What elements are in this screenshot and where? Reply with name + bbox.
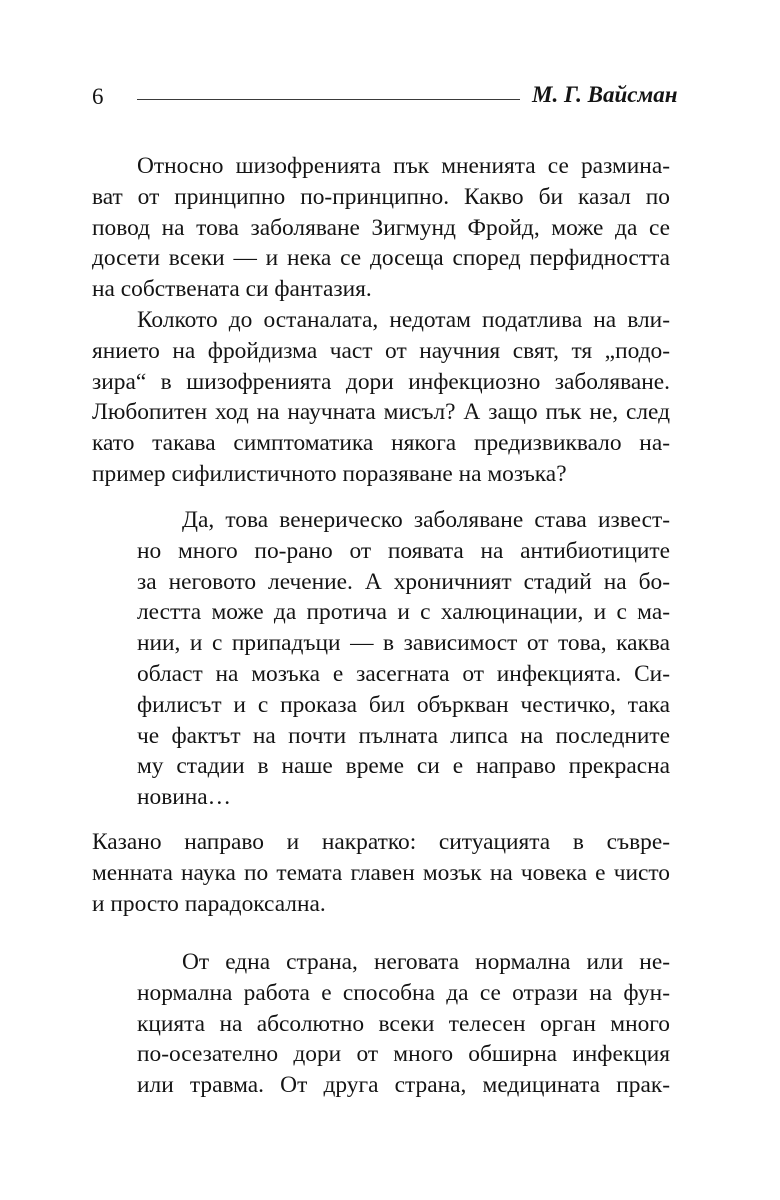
paragraph-block-1 (92, 151, 670, 490)
text-line: че фактът на почти пълната липса на последните (137, 722, 670, 749)
text-line: като такава симптоматика някога предизвиквало на- (92, 430, 670, 457)
text-line: досети всеки — и нека се досеща според перфидността (92, 245, 670, 272)
text-line: зира“ в шизофренията дори инфекциозно заболяване. (92, 368, 670, 395)
paragraph-block-2 (92, 827, 670, 919)
text-line: Колкото до останалата, недотам податлива на вли- (137, 306, 670, 333)
text-line: или травма. От друга страна, медицината прак- (137, 1072, 670, 1099)
text-line: но много по-рано от появата на антибиотиците (137, 537, 670, 564)
indented-block-1 (137, 505, 670, 813)
text-line: новина… (137, 784, 232, 811)
indented-block-2 (137, 947, 670, 1101)
text-line: нии, и с припадъци — в зависимост от това, каква (137, 630, 670, 657)
text-line: за неговото лечение. А хроничният стадий на бо- (137, 568, 670, 595)
text-line: и просто парадоксална. (92, 890, 326, 917)
text-line: кцията на абсолютно всеки телесен орган много (137, 1010, 670, 1037)
text-line: по-осезателно дори от много обширна инфекция (137, 1041, 670, 1068)
text-line: повод на това заболяване Зигмунд Фройд, може да се (92, 214, 670, 241)
text-line: Относно шизофренията пък мненията се размина- (137, 153, 670, 179)
running-head-author: М. Г. Вайсман (532, 82, 678, 107)
text-line: От една страна, неговата нормална или не- (182, 949, 670, 975)
text-line: нормална работа е способна да се отрази на фун- (137, 979, 670, 1006)
text-line: на собствената си фантазия. (92, 276, 372, 303)
text-line: филисът и с проказа бил объркван честичко, така (137, 691, 670, 718)
text-line: Любопитен ход на научната мисъл? А защо пък не, след (92, 399, 670, 426)
text-line: янието на фройдизма част от научния свят, тя „подо- (92, 337, 670, 364)
text-line: лестта може да протича и с халюцинации, и с ма- (137, 599, 670, 626)
header-rule (137, 99, 520, 100)
text-line: област на мозъка е засегната от инфекцията. Си- (137, 660, 670, 687)
text-line: Да, това венерическо заболяване става извест- (182, 507, 670, 533)
page-number: 6 (92, 84, 104, 109)
text-line: пример сифилистичното поразяване на мозъка? (92, 460, 567, 487)
text-line: ват от принципно по-принципно. Какво би казал по (92, 183, 670, 210)
text-line: менната наука по темата главен мозък на човека е чисто (92, 859, 670, 886)
text-line: му стадии в наше време си е направо прекрасна (137, 753, 670, 780)
text-line: Казано направо и накратко: ситуацията в съвре- (92, 829, 670, 855)
